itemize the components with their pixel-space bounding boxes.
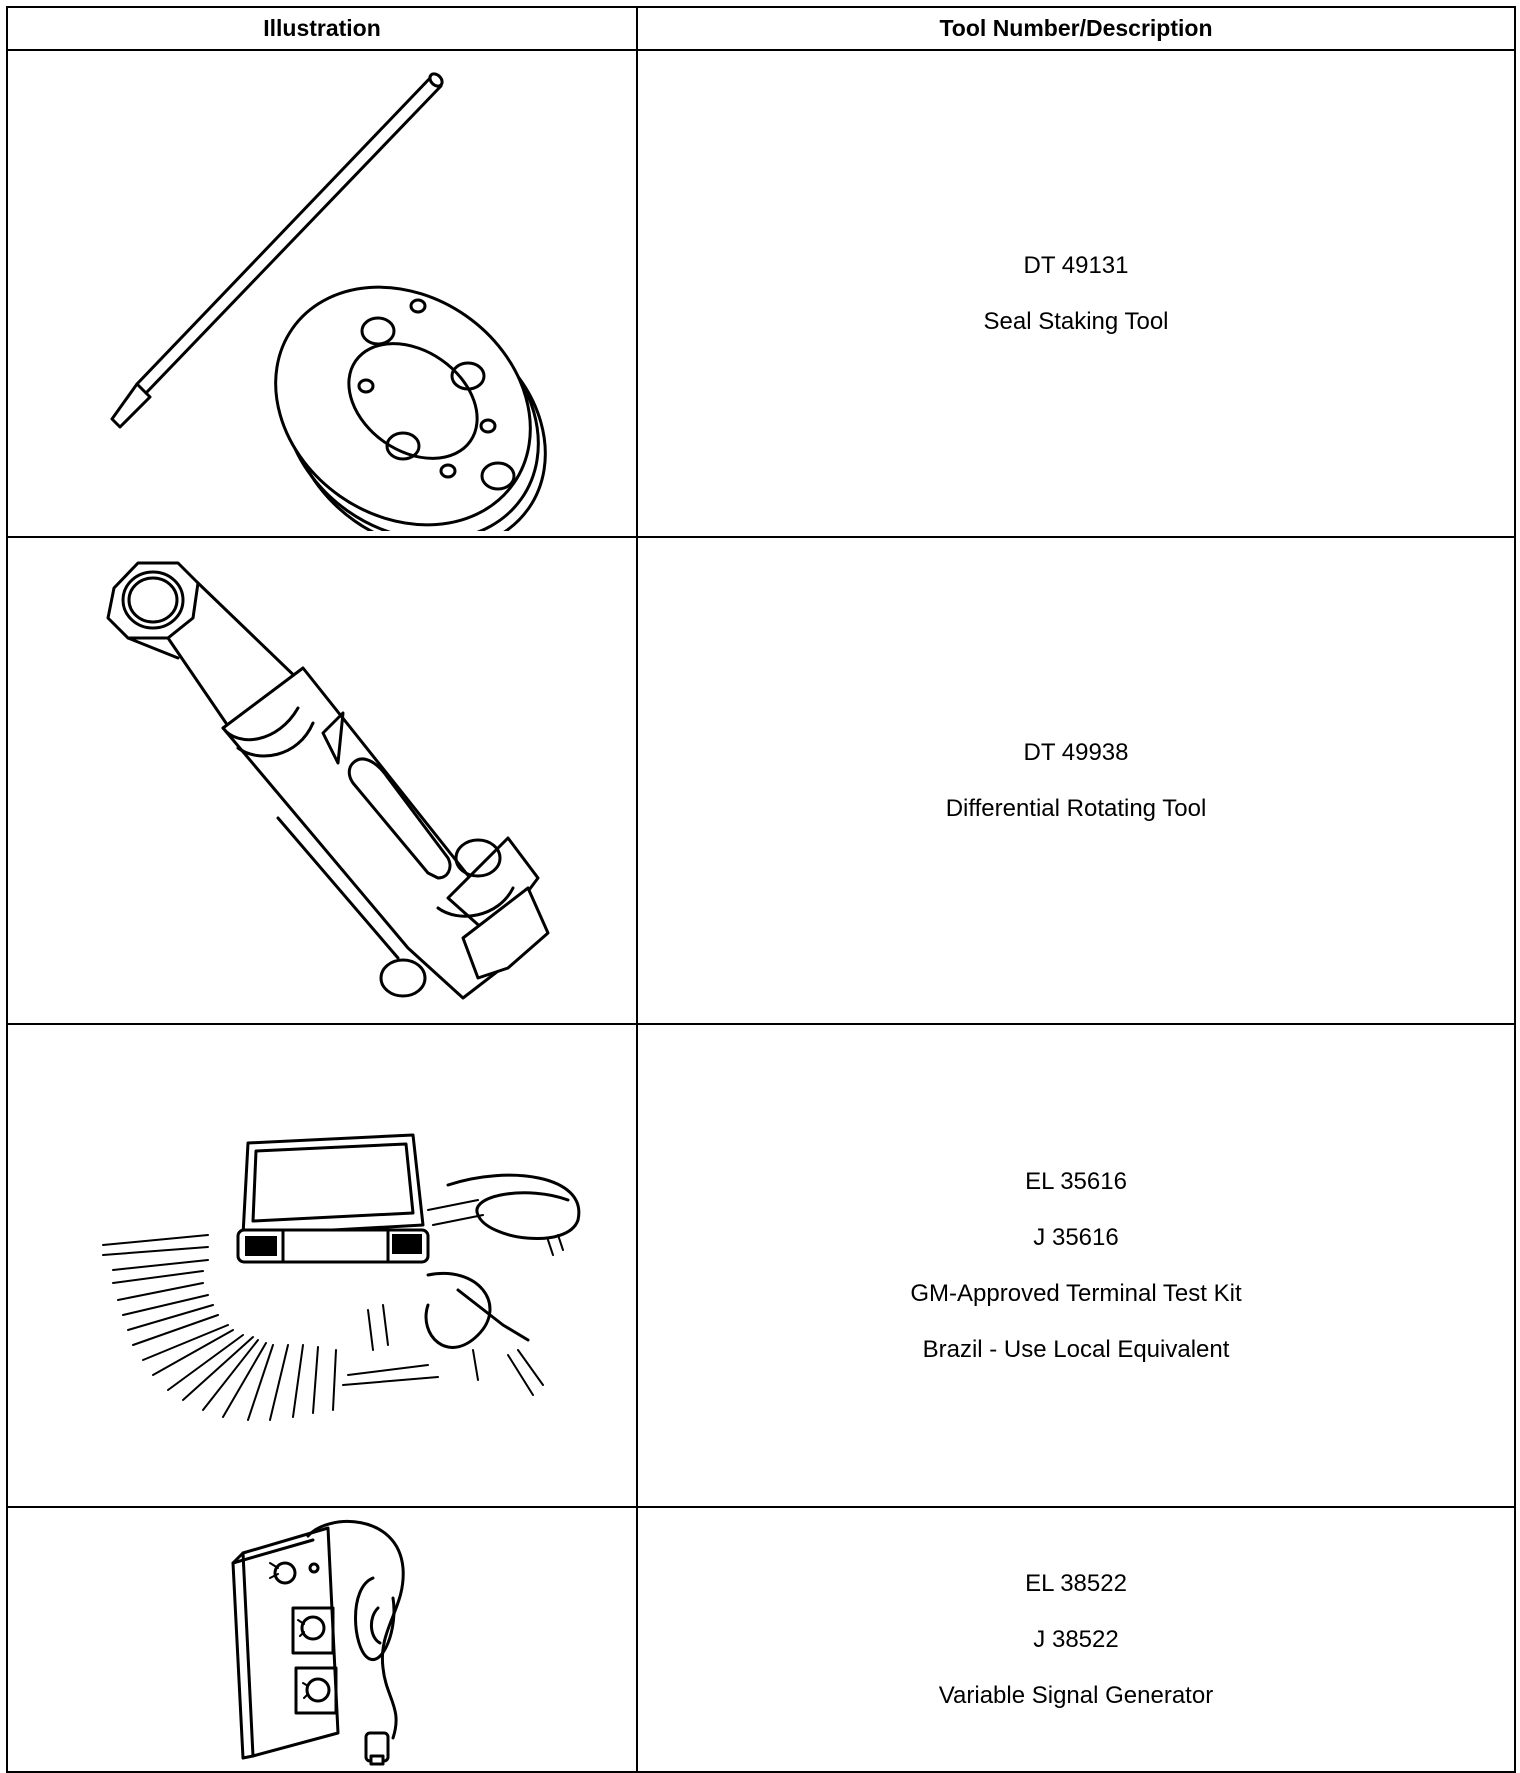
tool-number: EL 38522 [1025,1569,1127,1597]
tool-description: GM-Approved Terminal Test Kit [910,1279,1242,1307]
illustration-cell [7,50,637,537]
tool-description-cell [637,1507,1515,1772]
differential-rotating-tool-image [8,538,634,1018]
tool-description-cell [637,537,1515,1024]
header-illustration: Illustration [7,7,637,50]
tool-description: Seal Staking Tool [983,307,1169,335]
tool-number-alt: J 38522 [1033,1625,1119,1653]
tool-description-cell [637,50,1515,537]
table-row [7,50,1515,537]
tool-number: DT 49938 [1023,738,1129,766]
tool-description: Variable Signal Generator [938,1681,1214,1709]
illustration-cell [7,1024,637,1507]
table-row [7,1024,1515,1507]
tool-description-cell [637,1024,1515,1507]
tool-number-alt: J 35616 [1033,1223,1119,1251]
variable-signal-generator-image [8,1508,634,1766]
tool-note: Brazil - Use Local Equivalent [922,1335,1230,1363]
tool-description: Differential Rotating Tool [945,794,1207,822]
seal-staking-tool-image [8,51,634,531]
special-tools-table [6,6,1516,1773]
tool-number: DT 49131 [1023,251,1129,279]
illustration-cell [7,1507,637,1772]
illustration-cell [7,537,637,1024]
tool-number: EL 35616 [1025,1167,1127,1195]
header-tool-description: Tool Number/Description [637,7,1515,50]
terminal-test-kit-image [8,1025,634,1501]
table-row [7,537,1515,1024]
table-row [7,1507,1515,1772]
header-row [7,7,1515,50]
